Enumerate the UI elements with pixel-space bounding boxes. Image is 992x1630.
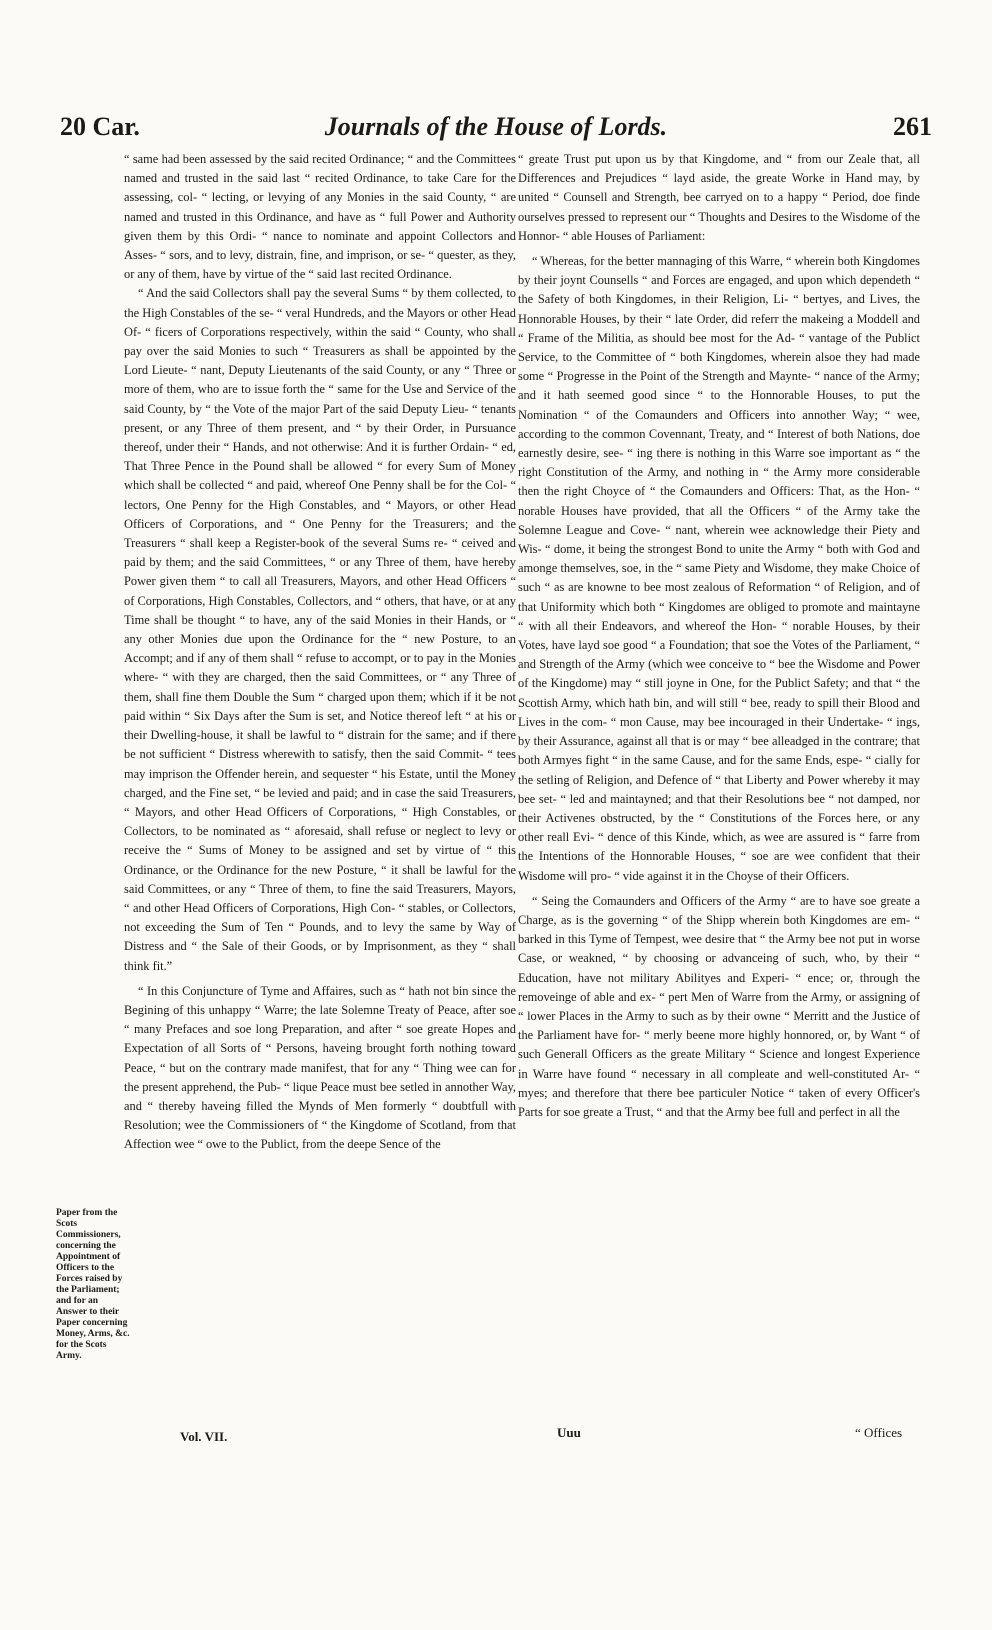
left-paragraph-1: “ same had been assessed by the said recited Ordinance; “ and the Committees named and trusted in the said last “ recited Ordinance, to take Care for the assessing, col- “ lecting, or levying of any Monies in the said County, “ are named and trusted in this Ordinance, and have as “ full Power and Authority given them by this Ordi- “ nance to nominate and appoint Collectors and Asses- “ sors, and to levy, distrain, fine, and imprison, or se- “ quester, as they, or any of them, have by virtue of the “ said last recited Ordinance.: [124, 152, 516, 282]
left-paragraph-3: “ In this Conjuncture of Tyme and Affaires, such as “ hath not bin since the Begining of this unhappy “ Warre; the late Solemne Treaty of Peace, after soe “ many Prefaces and soe long Preparation, and after “ soe greate Hopes and Expectation of all Sorts of “ Persons, haveing brought forth nothing toward Peace, “ but on the contrary made manifest, that for any “ Thing wee can for the present apprehend, the Pub- “ lique Peace must bee setled in annother Way, and “ thereby haveing filled the Mynds of Men formerly “ doubtfull with Resolution; wee the Commissioners of “ the Kingdome of Scotland, from that Affection wee “ owe to the Publict, from the deepe Sence of the: [124, 983, 516, 1152]
right-paragraph-2: “ Whereas, for the better mannaging of this Warre, “ wherein both Kingdomes by their joynt Counsells “ and Forces are engaged, and upon which dependeth “ the Safety of both Kingdomes, in their Religion, Li- “ bertyes, and Lives, the Honnorable Houses, by their “ late Order, did referr the makeing a Moddell and “ Frame of the Militia, as should bee most for the Ad- “ vantage of the Publict Service, to the Committee of “ both Kingdomes, wherein alsoe they had made some “ Progresse in the Point of the Strength and Maynte- “ nance of the Army; and it hath seemed good since “ to the Honnorable Houses, to put the Nomination “ of the Comaunders and Officers into annother Way; “ wee, according to the common Covennant, Treaty, and “ Interest of both Nations, doe earnestly desire, see- “ ing there is nothing in this Warre soe important as “ the right Constitution of the Army, and nothing in “ the Army more considerable then the right Choyce of “ the Comaunders and Officers: That, as the Hon- “ norable Houses have provided, that all the Officers “ of the Army take the Solemne League and Cove- “ nant, wherein wee acknowledge their Piety and Wis- “ dome, it being the strongest Bond to unite the Army “ both with God and amonge themselves, soe, in the “ same Piety and Wisdome, they make Choice of such “ as are knowne to bee most zealous of Reformation “ of Religion, and of that Uniformity which both “ Kingdomes are obliged to promote and maintayne “ with all their Endeavors, and whereof the Hon- “ norable Houses, by their Votes, have layd soe good “ a Foundation; that soe the Votes of the Parliament, “ and Strength of the Army (which wee conceive to “ bee the Wisdome and Power of the Kingdome) may “ still joyne in One, for the Publict Safety; and that “ the Scottish Army, which hath bin, and will still “ bee, ready to spill their Blood and Lives in the com- “ mon Cause, may bee incouraged in their Undertake- “ ings, by their Assurance, against all that is or may “ bee alleadged in the contrare; that both Armyes fight “ in the same Cause, and for the same Ends, espe- “ cially for the setling of Religion, and Defence of “ that Liberty and Power whereby it may bee set- “ led and maintayned; and that their Resolutions bee “ not damped, nor their Activenes obstructed, by the “ Constitutions of the Forces here, or any other reall Evi- “ dence of this Kinde, which, as wee are assured is “ farre from the Intentions of the Honnorable Houses, “ soe are wee confident that their Wisdome will pro- “ vide against it in the Choyse of their Officers.: [518, 254, 920, 883]
catchword: “ Offices: [855, 1425, 903, 1440]
left-paragraph-2: “ And the said Collectors shall pay the several Sums “ by them collected, to the High Constables of the se- “ veral Hundreds, and the Mayors or other Head Of- “ ficers of Corporations respectively, within the said “ County, who shall pay over the said Monies to such “ Treasurers as shall be appointed by the Lord Lieute- “ nant, Deputy Lieutenants of the said County, or any “ Three or more of them, who are to issue forth the “ same for the Use and Service of the said County, by “ the Vote of the major Part of the said Deputy Lieu- “ tenants present, or any Three of them present, and “ by their Order, in Pursuance thereof, under their “ Hands, and not otherwise: And it is further Ordain- “ ed, That Three Pence in the Pound shall be allowed “ for every Sum of Money which shall be collected “ and paid, whereof One Penny shall be for the Col- “ lectors, One Penny for the High Constables, and “ Mayors, or other Head Officers of Corporations, and “ One Penny for the Treasurers; and the Treasurers “ shall keep a Register-book of the several Sums re- “ ceived and paid by them; and the said Committees, “ or any Three of them, have hereby Power given them “ to call all Treasurers, Mayors, and other Head Officers “ of Corporations, High Constables, Collectors, and “ others, that have, or at any Time shall be thought “ to have, any of the said Monies in their Hands, or “ any other Monies due upon the Ordinance for the “ new Posture, to an Accompt; and if any of them shall “ refuse to accompt, or to pay in the Monies where- “ with they are charged, then the said Committees, or “ any Three of them, shall fine them Double the Sum “ charged upon them; which if it be not paid within “ Six Days after the Sum is set, and Notice thereof left “ at his or their Dwelling-house, it shall be lawful to “ distrain for the same; and if there be not sufficient “ Distress wherewith to satisfy, then the said Commit- “ tees may imprison the Offender herein, and sequester “ his Estate, until the Money charged, and the Fine set, “ be levied and paid; and in case the said Treasurers, “ Mayors, and other Head Officers of Corporations, “ High Constables, or Collectors, to be nominated as “ aforesaid, shall refuse or neglect to levy or receive the “ Sums of Money to be assigned and set by virtue of “ this Ordinance, or the Ordinance for the new Posture, “ it shall be lawful for the said Committees, or any “ Three of them, to fine the said Treasurers, Mayors, “ and other Head Officers of Corporations, High Con- “ stables, or Collectors, not exceeding the Sum of Ten “ Pounds, and to levy the same by Way of Distress and “ the Sale of their Goods, or by Imprisonment, as they “ shall think fit.”: [124, 286, 516, 973]
journal-title: Journals of the House of Lords.: [324, 112, 668, 141]
right-column: [518, 150, 920, 1122]
volume-label: Vol. VII.: [180, 1429, 228, 1444]
running-header: [60, 112, 932, 146]
marginal-note: Paper from the Scots Commissioners, concerning the Appointment of Officers to the Forces raised by the Parliament; and for an Answer to their Paper concerning Money, Arms, &c. for the Scots Army.: [56, 1208, 130, 1361]
signature-mark: Uuu: [557, 1425, 581, 1440]
regnal-year: 20 Car.: [60, 112, 140, 141]
right-paragraph-1: “ greate Trust put upon us by that Kingdome, and “ from our Zeale that, all Differences and Prejudices “ layd aside, the greate Worke in Hand may, by united “ Counsell and Strength, bee carryed on to a happy “ Period, doe finde ourselves pressed to represent our “ Thoughts and Desires to the Wisdome of the Honnor- “ able Houses of Parliament:: [518, 152, 920, 243]
right-paragraph-3: “ Seing the Comaunders and Officers of the Army “ are to have soe greate a Charge, as is the governing “ of the Shipp wherein both Kingdomes are em- “ barked in this Tyme of Tempest, wee desire that “ the Army bee not put in worse Case, or weakned, “ by choosing or advanceing of such, who, by their “ Education, have not military Abilityes and Experi- “ ence; or, through the removeinge of able and ex- “ pert Men of Warre from the Army, or assigning of “ lower Places in the Army to such as by their owne “ Merritt and the Justice of the Parliament have for- “ merly beene more highly honnored, or, by Want “ of such Generall Officers as the greate Military “ Science and longest Experience in Warre have found “ necessary in all compleate and well-constituted Ar- “ myes; and therefore that there bee particuler Notice “ taken of every Officer's Parts for soe greate a Trust, “ and that the Army bee full and perfect in all the: [518, 893, 920, 1119]
page-number: 261: [893, 112, 932, 141]
left-column: [124, 150, 516, 1155]
